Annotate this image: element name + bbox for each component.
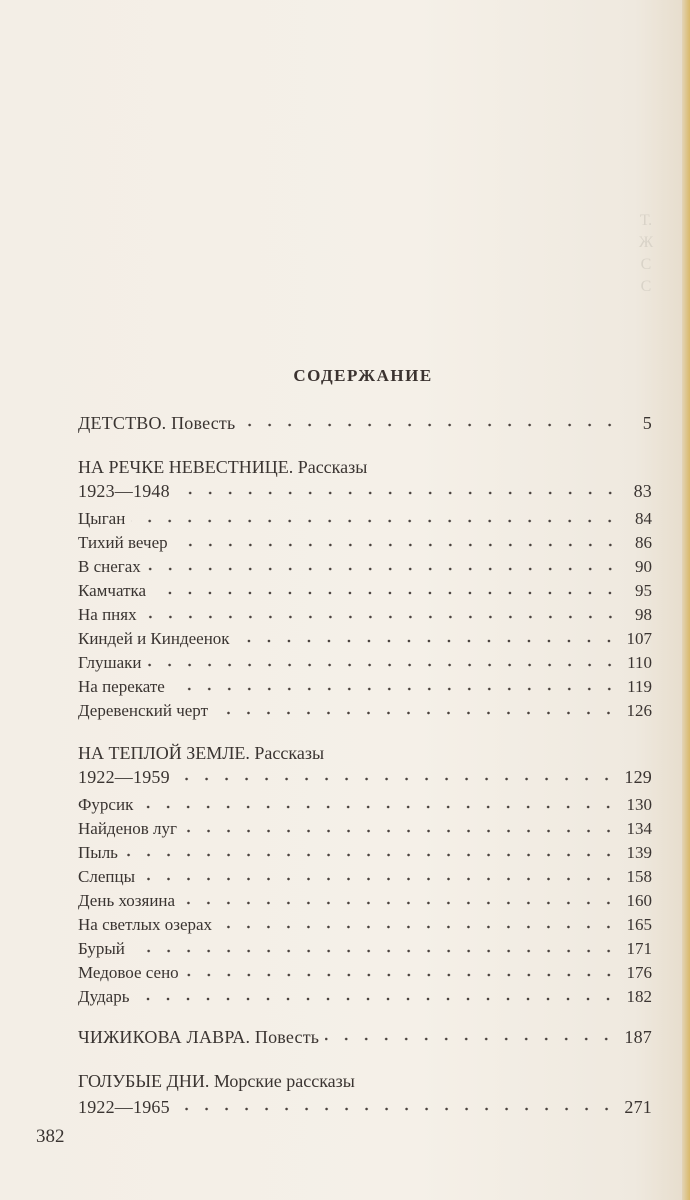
toc-entry xyxy=(78,912,652,936)
toc-entry xyxy=(78,840,652,864)
leader-dots xyxy=(171,684,619,694)
toc-entry-label: Киндей и Киндеенок xyxy=(78,629,230,648)
leader-dots xyxy=(214,708,618,718)
toc-entry xyxy=(78,1094,652,1118)
toc-entry-label: Фурсик xyxy=(78,795,134,814)
leader-dots xyxy=(176,1104,617,1114)
toc-entry-page: 139 xyxy=(626,843,652,862)
toc-entry-page: 134 xyxy=(626,819,652,838)
toc-entry-label: Бурый xyxy=(78,939,125,958)
toc-entry-page: 176 xyxy=(626,963,652,982)
leader-dots xyxy=(152,588,620,598)
leader-dots xyxy=(181,898,618,908)
toc-entry-page: 95 xyxy=(635,581,652,600)
leader-dots xyxy=(185,970,619,980)
toc-section-heading xyxy=(78,1068,652,1092)
toc-entry-page: 129 xyxy=(624,767,652,787)
leader-dots xyxy=(183,826,619,836)
toc-section-heading xyxy=(78,454,652,478)
ghost-letter: С xyxy=(640,256,652,273)
toc-entry xyxy=(78,1024,652,1048)
toc-entry-page: 90 xyxy=(635,557,652,576)
toc-entry xyxy=(78,554,652,578)
toc-entry xyxy=(78,478,652,502)
toc-entry xyxy=(78,764,652,788)
toc-entry xyxy=(78,626,652,650)
toc-entry-label: Камчатка xyxy=(78,581,147,600)
leader-dots xyxy=(147,564,620,574)
toc-entry-label: Тихий вечер xyxy=(78,533,168,552)
toc-entry-label: На перекате xyxy=(78,677,165,696)
toc-entry-page: 83 xyxy=(633,481,652,501)
toc-entry xyxy=(78,602,652,626)
toc-entry-label: Медовое сено xyxy=(78,963,179,982)
toc-entry xyxy=(78,984,652,1008)
toc-entry xyxy=(78,674,652,698)
leader-dots xyxy=(139,802,618,812)
toc-entry xyxy=(78,410,652,434)
toc-entry xyxy=(78,530,652,554)
leader-dots xyxy=(131,516,620,526)
toc-entry xyxy=(78,698,652,722)
page-number: 382 xyxy=(36,1126,65,1147)
toc-entry-page: 160 xyxy=(626,891,652,910)
toc-entry-page: 5 xyxy=(642,413,652,433)
toc-entry xyxy=(78,650,652,674)
toc-entry-label: Глушаки xyxy=(78,653,142,672)
toc-entry-label: ДЕТСТВО. Повесть xyxy=(78,413,236,433)
toc-entry xyxy=(78,792,652,816)
toc-entry-label: Слепцы xyxy=(78,867,135,886)
toc-entry xyxy=(78,506,652,530)
leader-dots xyxy=(218,922,618,932)
toc-entry-page: 171 xyxy=(626,939,652,958)
leader-dots xyxy=(141,874,619,884)
leader-dots xyxy=(176,774,617,784)
toc-entry xyxy=(78,578,652,602)
leader-dots xyxy=(241,420,620,430)
leader-dots xyxy=(143,612,620,622)
toc-entry-page: 110 xyxy=(627,653,652,672)
leader-dots xyxy=(174,540,620,550)
toc-entry-page: 158 xyxy=(626,867,652,886)
ghost-letter: Т. xyxy=(639,212,653,229)
toc-entry-label: 1923—1948 xyxy=(78,481,170,501)
toc-entry-label: На пнях xyxy=(78,605,137,624)
toc-entry-label: Пыль xyxy=(78,843,118,862)
toc-entry xyxy=(78,936,652,960)
leader-dots xyxy=(131,946,619,956)
toc-entry-label: На светлых озерах xyxy=(78,915,213,934)
toc-entry-label: Дударь xyxy=(78,987,130,1006)
toc-entry-page: 182 xyxy=(626,987,652,1006)
toc-entry-page: 119 xyxy=(627,677,652,696)
toc-entry-label: Деревенский черт xyxy=(78,701,209,720)
toc-entry-page: 98 xyxy=(635,605,652,624)
ghost-letter: С xyxy=(640,278,652,295)
toc-entry-label: Цыган xyxy=(78,509,126,528)
toc-entry-page: 84 xyxy=(635,509,652,528)
toc-entry-label: НА РЕЧКЕ НЕВЕСТНИЦЕ. Рассказы xyxy=(78,457,368,477)
contents-title: СОДЕРЖАНИЕ xyxy=(293,366,433,385)
toc-entry xyxy=(78,888,652,912)
toc-entry xyxy=(78,816,652,840)
toc-entry-label: В снегах xyxy=(78,557,141,576)
leader-dots xyxy=(135,994,618,1004)
toc-entry-label: День хозяина xyxy=(78,891,176,910)
toc-entry-label: ГОЛУБЫЕ ДНИ. Морские рассказы xyxy=(78,1071,355,1091)
toc-entry-label: Найденов луг xyxy=(78,819,177,838)
toc-entry-page: 126 xyxy=(626,701,652,720)
toc-section-heading xyxy=(78,740,652,764)
leader-dots xyxy=(236,636,619,646)
toc-entry xyxy=(78,960,652,984)
ghost-letter: Ж xyxy=(638,234,654,251)
leader-dots xyxy=(124,850,619,860)
toc-entry-page: 86 xyxy=(635,533,652,552)
leader-dots xyxy=(325,1034,616,1044)
toc-entry-page: 107 xyxy=(626,629,652,648)
toc-entry-page: 165 xyxy=(626,915,652,934)
toc-entry-label: 1922—1965 xyxy=(78,1097,170,1117)
toc-entry-page: 130 xyxy=(626,795,652,814)
toc-entry xyxy=(78,864,652,888)
toc-entry-label: НА ТЕПЛОЙ ЗЕМЛЕ. Рассказы xyxy=(78,743,325,763)
toc-entry-page: 187 xyxy=(624,1027,652,1047)
toc-entry-label: 1922—1959 xyxy=(78,767,170,787)
leader-dots xyxy=(148,660,620,670)
leader-dots xyxy=(176,488,620,498)
toc-entry-label: ЧИЖИКОВА ЛАВРА. Повесть xyxy=(78,1027,320,1047)
toc-entry-page: 271 xyxy=(624,1097,652,1117)
